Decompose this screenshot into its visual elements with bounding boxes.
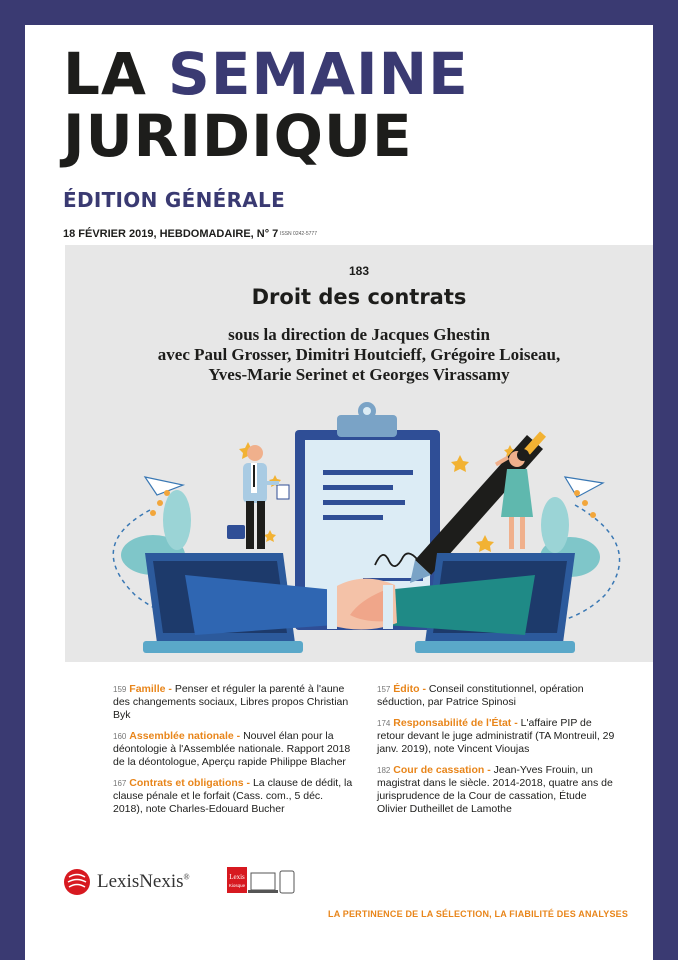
tagline: LA PERTINENCE DE LA SÉLECTION, LA FIABILITÉ DES ANALYSES (328, 909, 629, 919)
entry-separator: - (243, 777, 253, 789)
summary-entry (113, 730, 353, 769)
entry-text: Nouvel élan pour la déontologie à l'Assemblée nationale. Rapport 2018 de la déontologue, Aperçu rapide Philippe Blacher (113, 730, 351, 768)
feature-title: Droit des contrats (251, 285, 467, 309)
entry-number: 167 (113, 779, 127, 788)
entry-text: Jean-Yves Frouin, un magistrat dans le siècle. 2014-2018, quatre ans de jurisprudence de la Cour de cassation, Étude Olivier Dutheillet de Lamothe (377, 764, 613, 815)
masthead-prefix: LA (63, 40, 169, 108)
summary-entry (377, 717, 617, 756)
entry-separator: - (165, 683, 175, 695)
lexisnexis-wordmark (97, 871, 190, 893)
cover-page (25, 25, 653, 960)
summary-column-left (113, 683, 353, 824)
direction-line: avec Paul Grosser, Dimitri Houtcieff, Grégoire Loiseau, (157, 345, 561, 364)
entry-number: 159 (113, 685, 127, 694)
entry-text: Conseil constitutionnel, opération séduction, par Patrice Spinosi (377, 683, 584, 708)
entry-title: Édito (393, 683, 420, 695)
summary-column-right (377, 683, 617, 824)
entry-separator: - (419, 683, 429, 695)
entry-number: 182 (377, 766, 391, 775)
entry-number: 160 (113, 732, 127, 741)
kiosque-label-1: Lexis (229, 873, 245, 881)
entry-text: Penser et réguler la parenté à l'aune des changements sociaux, Libres propos Christian Byk (113, 683, 349, 721)
feature-number: 183 (348, 264, 370, 278)
entry-title: Responsabilité de l'État (393, 717, 512, 729)
entry-text: L'affaire PIP de retour devant le juge administratif (TA Montreuil, 29 janv. 2019), note Vincent Vioujas (377, 717, 615, 755)
entry-title: Famille (129, 683, 166, 695)
brand-name: LexisNexis (97, 871, 184, 892)
entry-title: Assemblée nationale (129, 730, 234, 742)
entry-number: 174 (377, 719, 391, 728)
contract-illustration (65, 385, 653, 662)
entry-separator: - (233, 730, 244, 742)
summary-entry (113, 777, 353, 816)
masthead-line-2: JURIDIQUE (63, 102, 413, 170)
entry-separator: - (511, 717, 521, 729)
registered-mark: ® (183, 872, 190, 882)
entry-number: 157 (377, 685, 391, 694)
summary-entry (377, 683, 617, 709)
kiosque-label-2: Kiosque (228, 883, 246, 888)
direction-line: sous la direction de Jacques Ghestin (228, 325, 490, 344)
masthead (63, 40, 469, 170)
issn: ISSN 0242-5777 (280, 231, 317, 237)
entry-title: Contrats et obligations (129, 777, 244, 789)
masthead-accent: SEMAINE (168, 40, 469, 108)
feature-direction (65, 325, 653, 385)
edition-label: ÉDITION GÉNÉRALE (63, 188, 286, 212)
direction-line: Yves-Marie Serinet et Georges Virassamy (208, 365, 510, 384)
summary-entry (113, 683, 353, 722)
masthead-line-1 (63, 40, 469, 108)
lexisnexis-emblem-icon (63, 868, 91, 896)
lexis-kiosque-devices-icon (227, 865, 299, 903)
dateline: 18 FÉVRIER 2019, HEBDOMADAIRE, N° 7 (63, 228, 279, 240)
feature-block (65, 245, 653, 662)
entry-title: Cour de cassation (393, 764, 485, 776)
entry-separator: - (484, 764, 494, 776)
entry-text: La clause de dédit, la clause pénale et le forfait (Cass. com., 5 déc. 2018), note Charles-Edouard Bucher (113, 777, 353, 815)
summary-entry (377, 764, 617, 816)
